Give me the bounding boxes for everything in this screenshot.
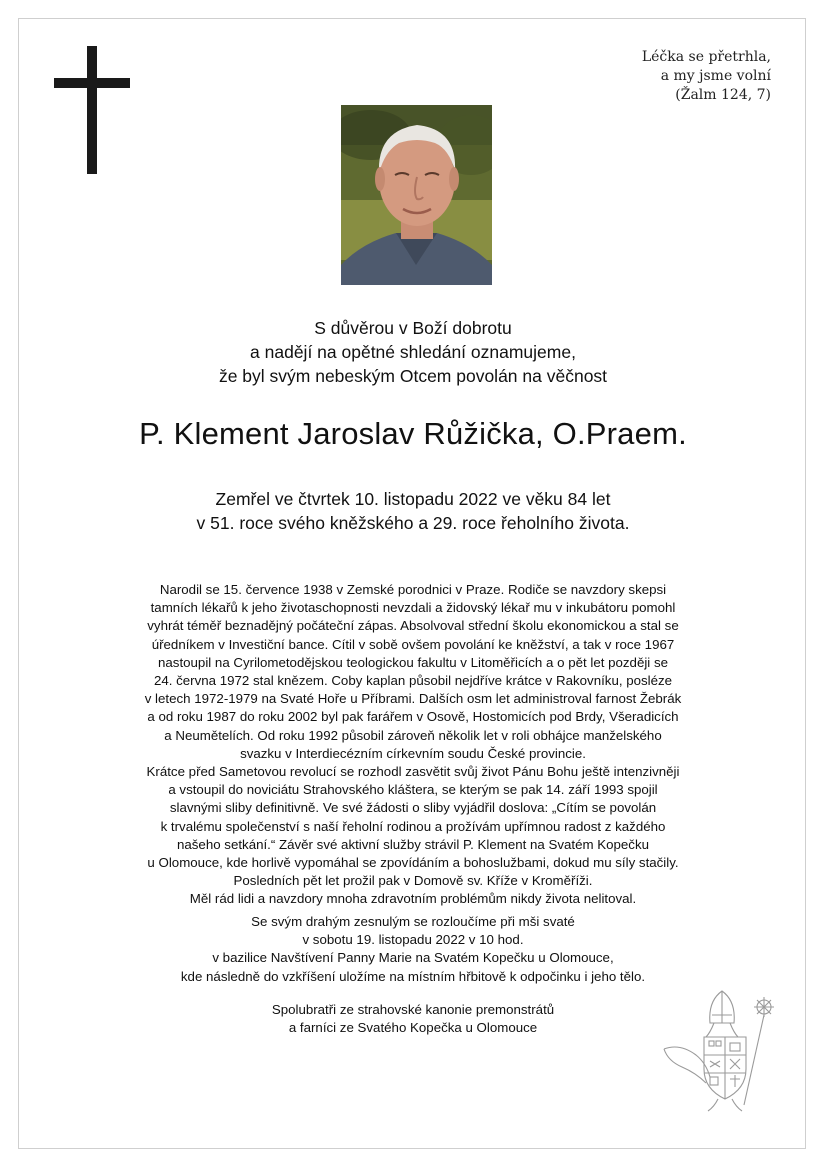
funeral-details bbox=[0, 913, 826, 986]
bio-line: Narodil se 15. července 1938 v Zemské porodnici v Praze. Rodiče se navzdory skepsi bbox=[159, 582, 667, 597]
bio-line: nastoupil na Cyrilometodějskou teologickou fakultu v Litoměřicích a o pět let později se bbox=[158, 654, 668, 670]
bio-line: našeho setkání.“ Závěr své aktivní služby strávil P. Klement na Svatém Kopečku bbox=[176, 836, 650, 852]
intro-line: a nadějí na opětné shledání oznamujeme, bbox=[250, 342, 576, 362]
bio-line: Posledních pět let prožil pak v Domově sv. Kříže v Kroměříži. bbox=[233, 873, 593, 889]
funeral-line: kde následně do vzkříšení uložíme na místním hřbitově k odpočinku i jeho tělo. bbox=[180, 968, 646, 984]
announcement-intro bbox=[0, 316, 826, 388]
funeral-line: v bazilice Navštívení Panny Marie na Svatém Kopečku u Olomouce, bbox=[212, 950, 614, 966]
bio-line: v letech 1972-1979 na Svaté Hoře u Příbrami. Dalších osm let administroval farnost Žebrák bbox=[144, 691, 682, 707]
funeral-line: v sobotu 19. listopadu 2022 v 10 hod. bbox=[302, 932, 524, 948]
bio-line: svazku v Interdiecézním církevním soudu České provincie. bbox=[240, 745, 586, 761]
signature-line: a farníci ze Svatého Kopečka u Olomouce bbox=[288, 1020, 538, 1036]
bio-line: k trvalému společenství s naší řeholní rodinou a prožívám upřímnou radost z každého bbox=[160, 818, 666, 834]
quote-line: Léčka se přetrhla, bbox=[641, 49, 771, 65]
funeral-line: Se svým drahým zesnulým se rozloučíme při mši svaté bbox=[251, 914, 575, 929]
death-line: v 51. roce svého kněžského a 29. roce řeholního života. bbox=[196, 513, 630, 533]
bio-line: a od roku 1987 do roku 2002 byl pak farářem v Osově, Hostomicích pod Brdy, Všeradicích bbox=[147, 709, 679, 725]
latin-cross-icon bbox=[54, 46, 130, 174]
bio-line: 24. června 1972 stal knězem. Coby kaplan působil nejdříve krátce v Rakovníku, posléze bbox=[153, 673, 673, 689]
premonstratensian-coat-of-arms-icon bbox=[660, 985, 782, 1115]
bio-line: Krátce před Sametovou revolucí se rozhodl zasvětit svůj život Pánu Bohu ještě intenzivněji bbox=[146, 764, 680, 780]
bio-line: tamních lékařů k jeho životaschopnosti nevzdali a židovský lékař mu v inkubátoru pomohl bbox=[150, 600, 676, 616]
death-line: Zemřel ve čtvrtek 10. listopadu 2022 ve věku 84 let bbox=[215, 489, 611, 509]
psalm-quote bbox=[642, 48, 771, 105]
intro-line: S důvěrou v Boží dobrotu bbox=[314, 318, 512, 338]
death-details bbox=[0, 487, 826, 535]
bio-line: u Olomouce, kde horlivě vypomáhal se zpovídáním a bohoslužbami, dokud mu síly stačily. bbox=[147, 855, 679, 871]
portrait-photo bbox=[341, 105, 492, 285]
quote-line: (Žalm 124, 7) bbox=[675, 87, 771, 103]
bio-line: slavnými sliby definitivně. Ve své žádosti o sliby vyjádřil doslova: „Cítím se povolán bbox=[169, 800, 657, 816]
bio-line: a vstoupil do noviciátu Strahovského kláštera, se kterým se pak 14. září 1993 spojil bbox=[168, 782, 658, 798]
bio-line: vyhrát téměř beznadějný počáteční zápas. Absolvoval střední školu ekonomickou a stal se bbox=[147, 618, 679, 634]
intro-line: že byl svým nebeským Otcem povolán na věčnost bbox=[218, 366, 608, 386]
bio-line: úředníkem v Investiční bance. Cítil v sobě ovšem povolání ke kněžství, a tak v roce 1967 bbox=[151, 636, 675, 652]
quote-line: a my jsme volní bbox=[660, 68, 771, 84]
deceased-name: P. Klement Jaroslav Růžička, O.Praem. bbox=[139, 416, 687, 451]
signature-line: Spolubratři ze strahovské kanonie premonstrátů bbox=[271, 1002, 555, 1017]
bio-line: a Neumětelích. Od roku 1992 působil zároveň několik let v roli obhájce manželského bbox=[164, 727, 662, 743]
biography bbox=[0, 581, 826, 909]
bio-line: Měl rád lidi a navzdory mnoha zdravotním problémům nikdy života nelitoval. bbox=[189, 891, 637, 907]
